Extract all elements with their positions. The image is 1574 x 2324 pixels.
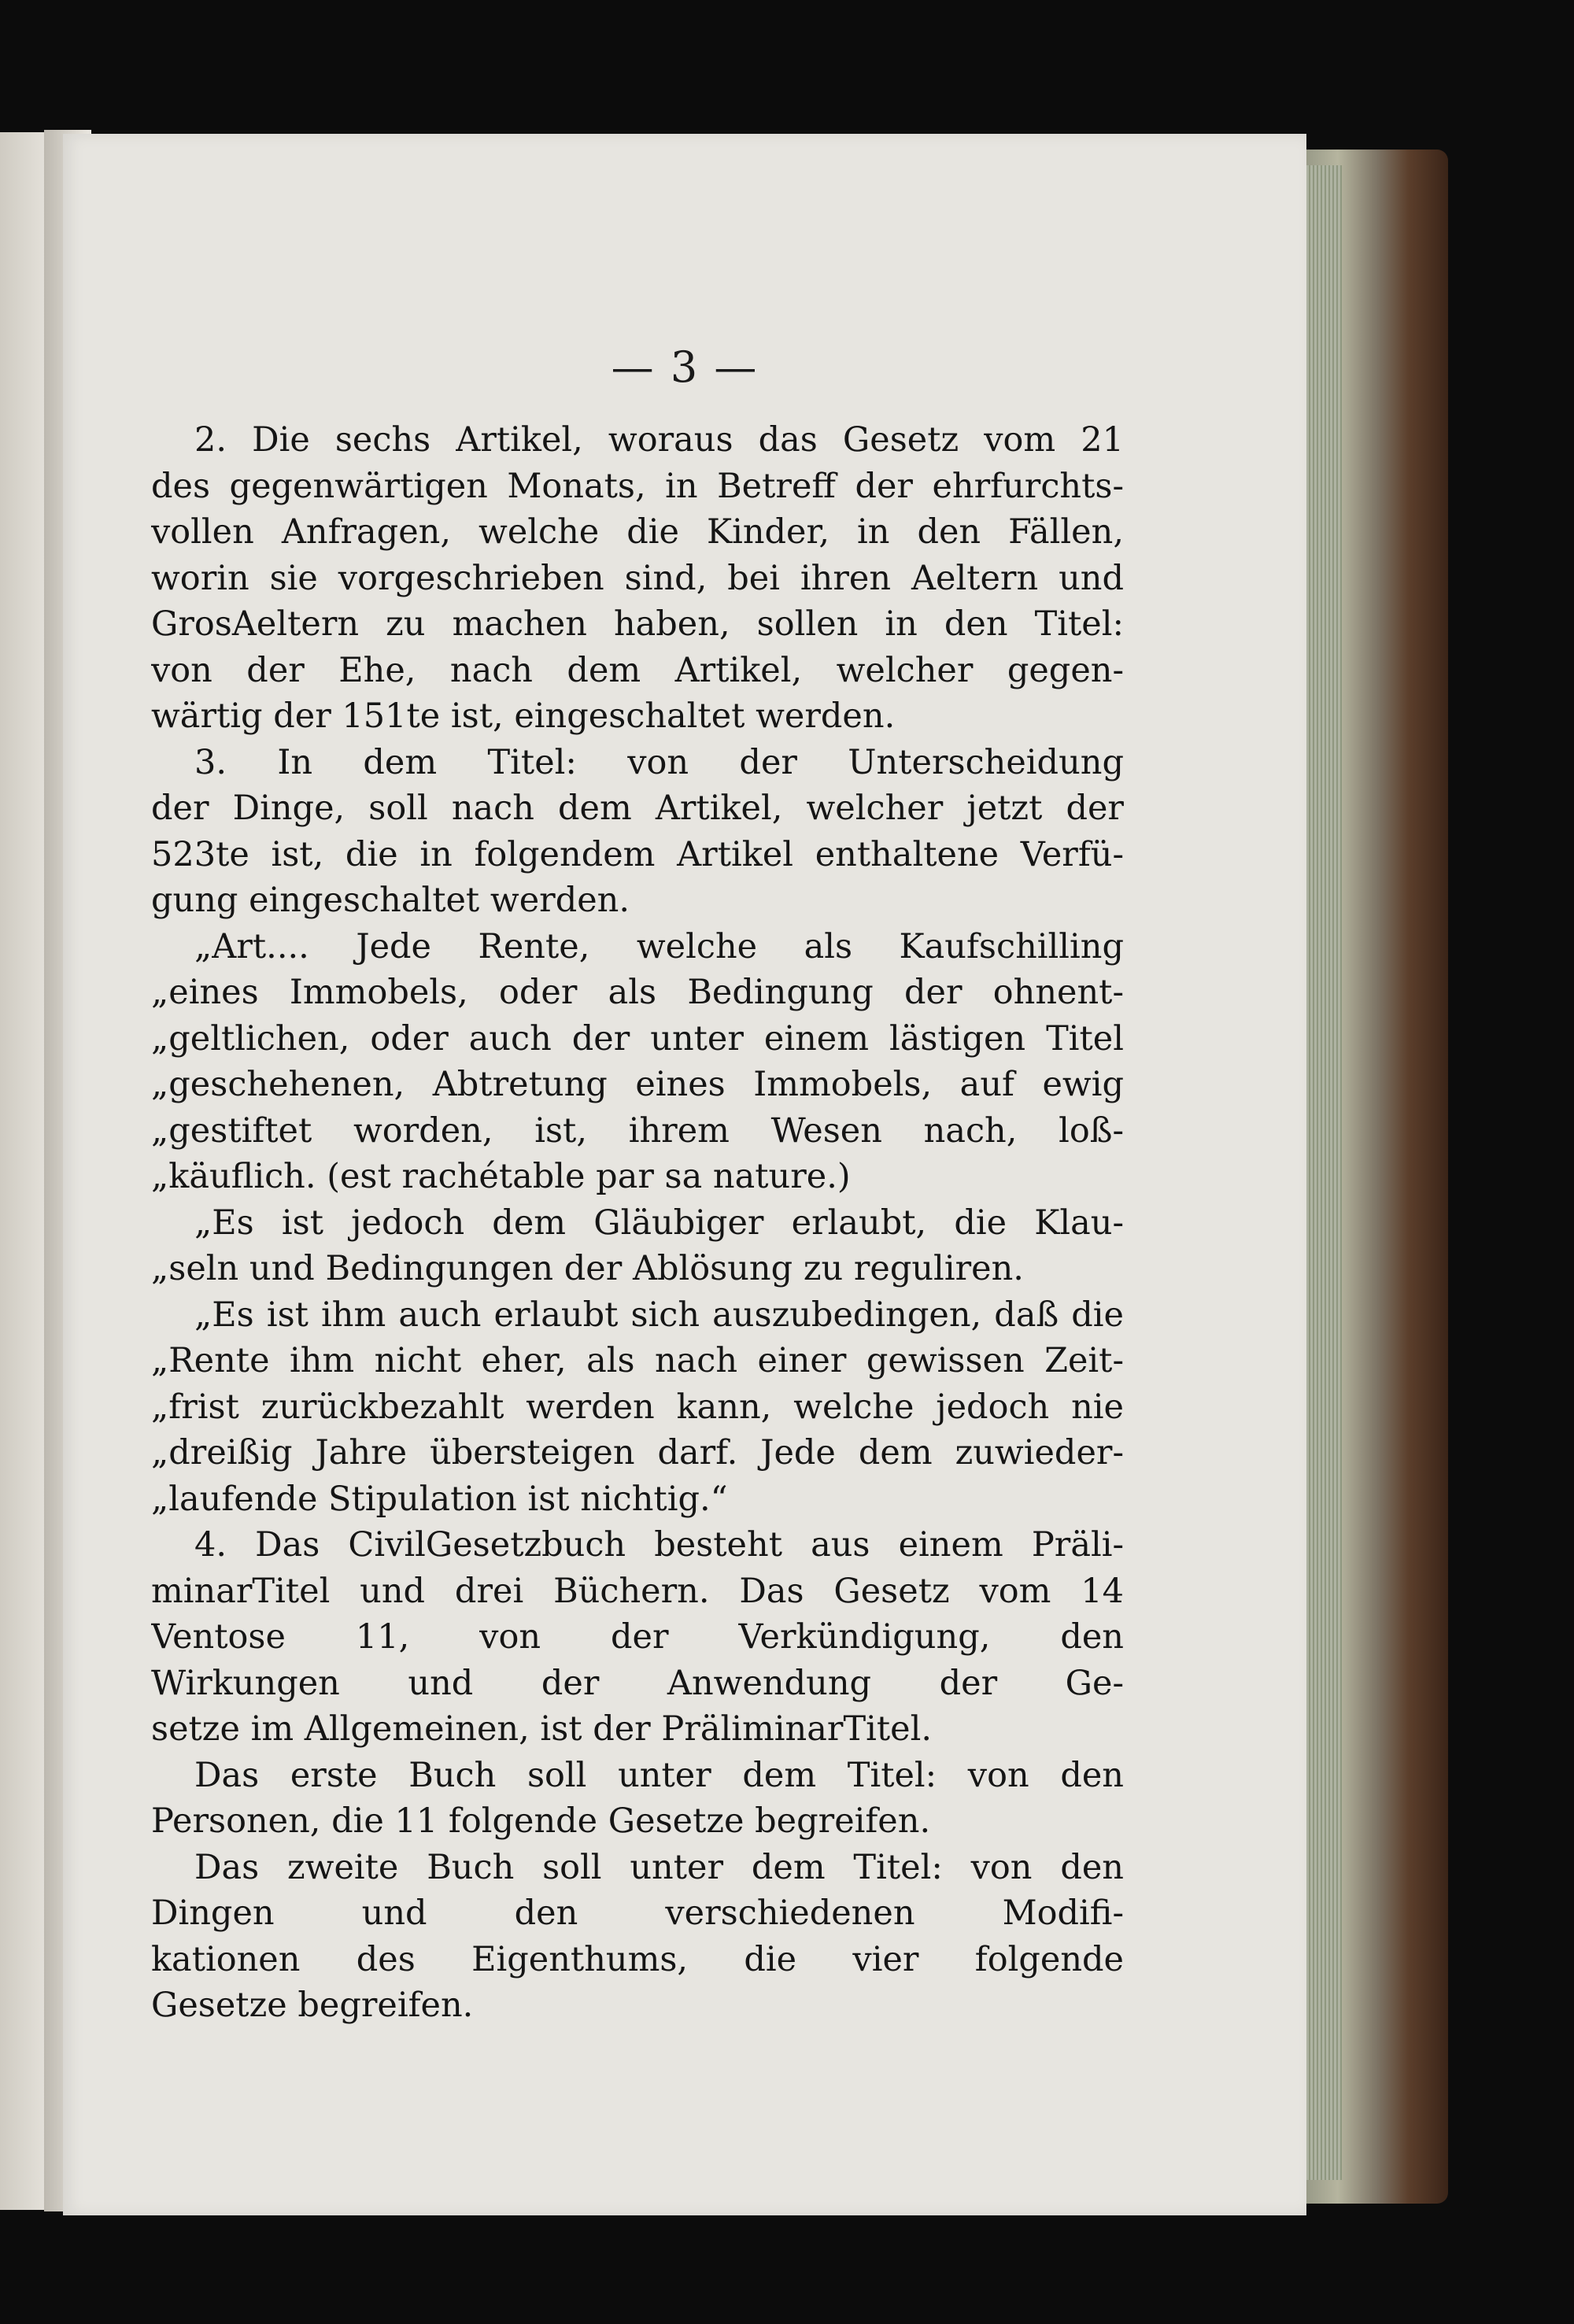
text-line: „Es ist ihm auch erlaubt sich auszubedingen, daß die (194, 1295, 1124, 1335)
text-line: Ventose 11, von der Verkündigung, den (151, 1617, 1124, 1657)
text-line: Wirkungen und der Anwendung der Ge- (151, 1663, 1124, 1703)
text-line: Personen, die 11 folgende Gesetze begreifen. (151, 1801, 931, 1841)
text-line: 2. Die sechs Artikel, woraus das Gesetz vom 21 (194, 420, 1124, 460)
text-line: 3. In dem Titel: von der Unterscheidung (194, 742, 1124, 782)
text-line: Das zweite Buch soll unter dem Titel: von den (194, 1847, 1124, 1887)
text-line: 523te ist, die in folgendem Artikel enthaltene Verfü- (151, 834, 1124, 874)
text-line: Gesetze begreifen. (151, 1986, 474, 2025)
text-line: GrosAeltern zu machen haben, sollen in den Titel: (151, 604, 1124, 644)
text-line: „frist zurückbezahlt werden kann, welche jedoch nie (151, 1387, 1124, 1427)
page-number: — 3 — (611, 342, 759, 392)
text-line: „gestiftet worden, ist, ihrem Wesen nach, loß- (151, 1110, 1124, 1151)
text-line: setze im Allgemeinen, ist der PräliminarTitel. (151, 1709, 933, 1749)
text-line: der Dinge, soll nach dem Artikel, welcher jetzt der (151, 789, 1124, 828)
right-page (63, 134, 1306, 2215)
text-line: „käuflich. (est rachétable par sa nature.) (151, 1157, 851, 1196)
text-line: worin sie vorgeschrieben sind, bei ihren Aeltern und (151, 558, 1124, 598)
body-text (151, 417, 1124, 2029)
text-line: gung eingeschaltet werden. (151, 881, 630, 920)
text-line: „seln und Bedingungen der Ablösung zu reguliren. (151, 1249, 1024, 1288)
text-line: Das erste Buch soll unter dem Titel: von den (194, 1755, 1124, 1795)
text-line: „Es ist jedoch dem Gläubiger erlaubt, die Klau- (194, 1203, 1124, 1243)
text-line: Dingen und den verschiedenen Modifi- (151, 1894, 1124, 1933)
text-line: „Art.... Jede Rente, welche als Kaufschilling (194, 926, 1124, 966)
text-line: „geschehenen, Abtretung eines Immobels, auf ewig (151, 1065, 1124, 1104)
text-line: 4. Das CivilGesetzbuch besteht aus einem Präli- (194, 1525, 1124, 1565)
text-line: kationen des Eigenthums, die vier folgende (151, 1939, 1124, 1979)
text-line: „geltlichen, oder auch der unter einem lästigen Titel (151, 1018, 1124, 1059)
text-line: „Rente ihm nicht eher, als nach einer gewissen Zeit- (151, 1341, 1124, 1380)
left-page-edge (0, 132, 47, 2210)
text-line: des gegenwärtigen Monats, in Betreff der ehrfurchts- (151, 466, 1124, 506)
text-line: von der Ehe, nach dem Artikel, welcher gegen- (151, 650, 1124, 690)
text-line: „laufende Stipulation ist nichtig.“ (151, 1479, 728, 1519)
text-line: vollen Anfragen, welche die Kinder, in den Fällen, (151, 512, 1124, 552)
text-line: wärtig der 151te ist, eingeschaltet werden. (151, 696, 896, 736)
text-line: „eines Immobels, oder als Bedingung der ohnent- (151, 973, 1124, 1012)
text-line: minarTitel und drei Büchern. Das Gesetz vom 14 (151, 1571, 1124, 1611)
text-line: „dreißig Jahre übersteigen darf. Jede dem zuwieder- (151, 1433, 1124, 1472)
